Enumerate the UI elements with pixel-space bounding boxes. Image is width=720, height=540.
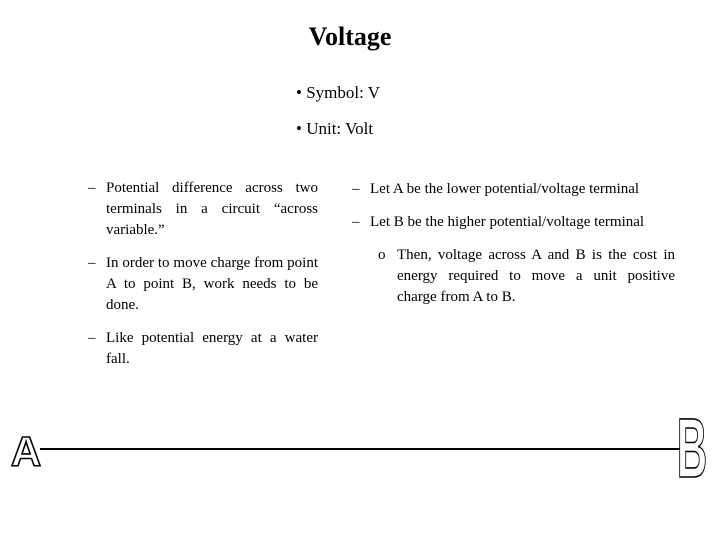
svg-text:B: B [676,402,708,497]
sub-list-item-text: Then, voltage across A and B is the cost in energy required to move a unit positive charge from A to B. [397,247,675,305]
dash-marker: – [88,255,96,271]
dash-marker: – [88,180,96,196]
list-item-text: In order to move charge from point A to point B, work needs to be done. [106,255,318,313]
bullet-symbol: • Symbol: V [296,83,381,102]
list-item-text: Let B be the higher potential/voltage terminal [370,214,645,230]
list-item-text: Like potential energy at a water fall. [106,330,318,367]
list-item-text: Let A be the lower potential/voltage terminal [370,181,640,197]
page-title: Voltage [308,22,392,51]
dash-marker: – [88,330,96,346]
dash-marker: – [352,181,360,197]
terminal-a-label: A [10,428,42,475]
circle-marker: o [378,247,386,263]
terminal-b-label [677,403,707,497]
bullet-unit: • Unit: Volt [296,119,374,138]
dash-marker: – [352,214,360,230]
list-item-text: Potential difference across two terminals in a circuit “across variable.” [106,180,318,238]
